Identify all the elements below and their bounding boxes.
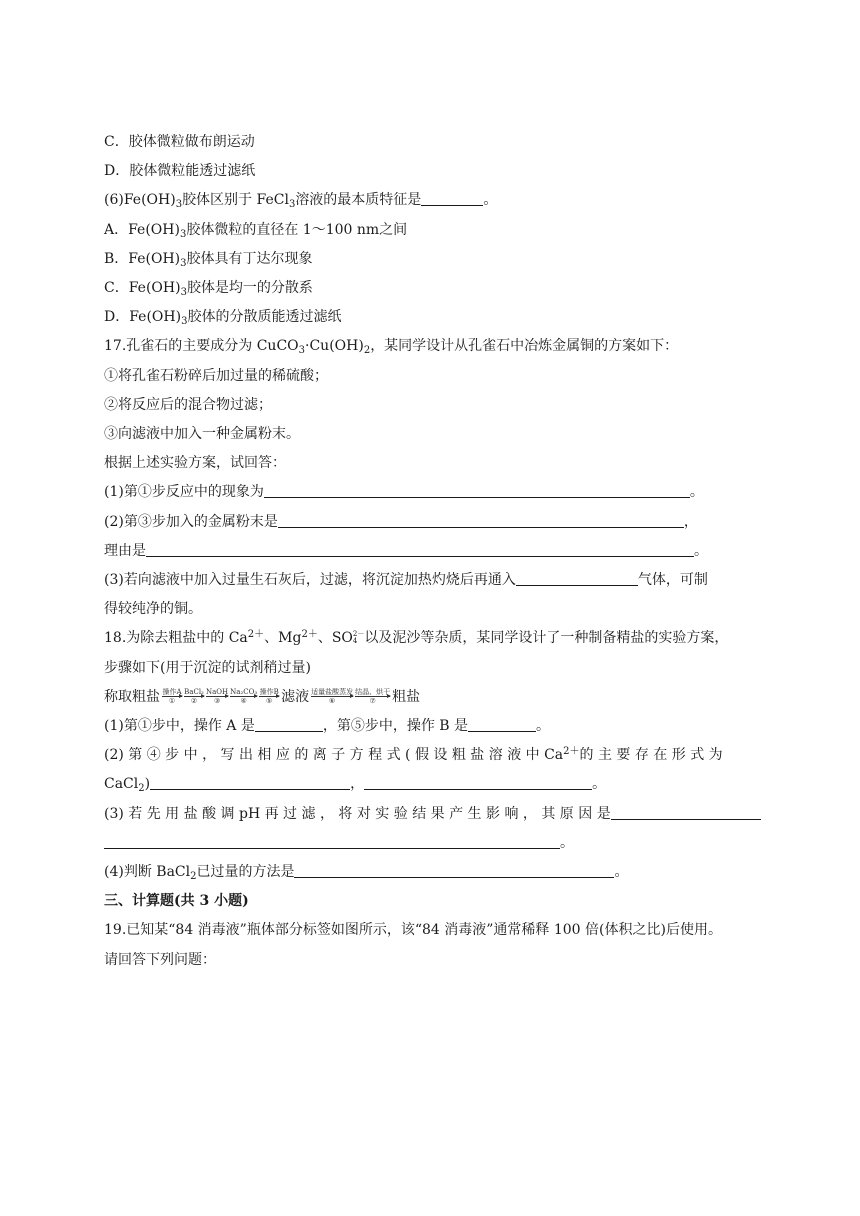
arrow-condition-label: 适量盐酸蒸发	[311, 688, 354, 697]
flow1-arrow-2	[184, 688, 204, 705]
flow1-arrow-5	[259, 688, 279, 705]
answer-blank[interactable]	[468, 715, 536, 732]
arrow-step-number: ②	[190, 697, 198, 706]
arrow-step-number: ①	[168, 697, 176, 706]
answer-blank[interactable]	[516, 569, 638, 586]
question-18-3: (3) 若 先 用 盐 酸 调 pH 再 过 滤 ， 将 对 实 验 结 果 产 生 影 响 ， 其 原 因 是	[104, 800, 764, 829]
flow-arrows-1	[162, 688, 279, 705]
question-18: 18.为除去粗盐中的 $Ca^{2+}$、$Mg^{2+}$、SO 2－ 4 以及泥沙等杂质，某同学设计了一种制备精盐的实验方案，	[104, 629, 729, 647]
option-c-brownian: C．胶体微粒做布朗运动	[104, 134, 255, 150]
option-d-filter-paper: D．胶体微粒能透过滤纸	[104, 163, 256, 180]
answer-blank[interactable]	[294, 861, 614, 878]
flow-arrows-2	[311, 688, 390, 705]
option-a: A．$Fe(OH)_3$胶体微粒的直径在 1～100 nm之间	[104, 221, 408, 240]
arrow-step-number: ⑥	[329, 697, 336, 706]
question-18-2-cont: CaCl$_2$) ， 。	[104, 770, 764, 799]
option-b: B．$Fe(OH)_3$胶体具有丁达尔现象	[104, 250, 313, 269]
question-17-3: (3)若向滤液中加入过量生石灰后，过滤，将沉淀加热灼烧后再通入 气体，可制	[104, 566, 764, 595]
arrow-condition-label: 操作A	[162, 688, 182, 697]
question-18-3-cont: 。	[104, 829, 764, 858]
arrow-shaft	[230, 696, 257, 697]
question-18-2: (2) 第 ④ 步 中 ， 写 出 相 应 的 离 子 方 程 式 ( 假 设 粗 盐 溶 液 中 $Ca^{2+}$的 主 要 存 在 形 式 为	[104, 746, 723, 764]
arrow-condition-label: 结晶、烘干	[355, 688, 391, 697]
instruction: 根据上述实验方案，试回答：	[104, 455, 286, 472]
question-17-2-reason: 理由是 。	[104, 537, 764, 566]
question-17-2: (2)第③步加入的金属粉末是 ，	[104, 508, 764, 537]
answer-blank[interactable]	[264, 481, 690, 498]
question-19-prompt: 请回答下列问题：	[104, 951, 216, 968]
document-page	[104, 128, 764, 975]
arrow-shaft	[206, 696, 228, 697]
question-17-1: (1)第①步反应中的现象为 。	[104, 478, 764, 507]
step-2: ②将反应后的混合物过滤；	[104, 396, 272, 413]
question-6: $(6)Fe(OH)_3$胶体区别于 FeCl$_3$溶液的最本质特征是 。	[104, 186, 764, 215]
arrow-shaft	[184, 696, 204, 697]
arrow-shaft	[162, 696, 182, 697]
question-19: 19.已知某“84 消毒液”瓶体部分标签如图所示，该“84 消毒液”通常稀释 100 倍(体积之比)后使用。	[104, 922, 722, 939]
option-d: D．$Fe(OH)_3$胶体的分散质能透过滤纸	[104, 309, 342, 328]
section-heading: 三、计算题(共 3 小题)	[104, 893, 249, 910]
arrow-step-number: ④	[240, 697, 247, 706]
flow2-arrow-1	[311, 688, 353, 705]
question-18-4: (4)判断 BaCl$_2$已过量的方法是 。	[104, 858, 764, 887]
answer-blank[interactable]	[150, 773, 350, 790]
arrow-shaft	[259, 696, 279, 697]
arrow-step-number: ③	[213, 697, 221, 706]
option-c: C．$Fe(OH)_3$胶体是均一的分散系	[104, 280, 313, 299]
answer-blank[interactable]	[364, 773, 592, 790]
flow1-arrow-1	[162, 688, 182, 705]
answer-blank[interactable]	[146, 540, 694, 557]
flow1-arrow-3	[206, 688, 228, 705]
flow-diagram: 称取粗盐 操作A ① BaCl₂ ② NaOH ③ Na₂CO₃ ④ 操作B ⑤ 滤液 适量盐酸蒸发 ⑥ 结晶、烘干 ⑦ 粗盐	[104, 688, 421, 706]
step-3: ③向滤液中加入一种金属粉末。	[104, 426, 300, 443]
flow1-arrow-4	[230, 688, 257, 705]
arrow-condition-label: BaCl₂	[184, 688, 204, 697]
answer-blank[interactable]	[104, 832, 560, 849]
arrow-condition-label: NaOH	[206, 688, 229, 697]
arrow-shaft	[311, 696, 353, 697]
answer-blank[interactable]	[255, 715, 323, 732]
question-17: 17.孔雀石的主要成分为 $CuCO_3\cdot Cu(OH)_2$，某同学设计从孔雀石中冶炼金属铜的方案如下：	[104, 338, 679, 357]
step-1: ①将孔雀石粉碎后加过量的稀硫酸；	[104, 367, 328, 384]
flow2-arrow-2	[355, 688, 390, 705]
question-18-1: (1)第①步中，操作 A 是 ，第⑤步中，操作 B 是 。	[104, 712, 764, 741]
answer-blank[interactable]	[421, 189, 483, 206]
arrow-step-number: ⑦	[369, 697, 376, 706]
question-17-3-cont: 得较纯净的铜。	[104, 601, 202, 618]
question-18-steps: 步骤如下(用于沉淀的试剂稍过量)	[104, 659, 311, 676]
answer-blank[interactable]	[278, 511, 684, 528]
answer-blank[interactable]	[611, 803, 761, 820]
arrow-condition-label: 操作B	[259, 688, 279, 697]
arrow-condition-label: Na₂CO₃	[230, 688, 258, 697]
arrow-step-number: ⑤	[266, 697, 273, 706]
arrow-shaft	[355, 696, 390, 697]
